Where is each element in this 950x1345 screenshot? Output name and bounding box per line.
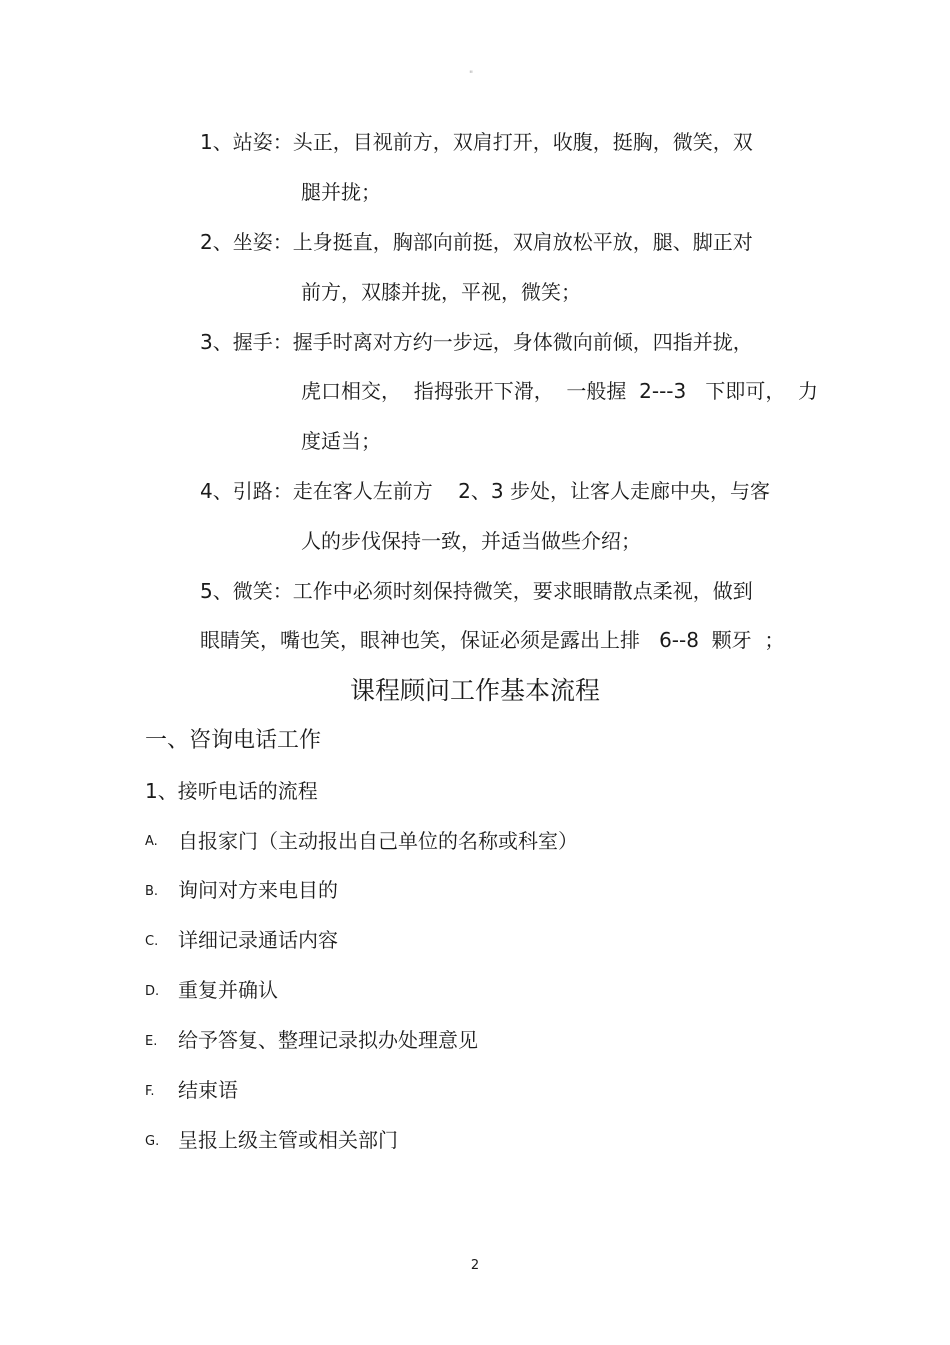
etiquette-3-line-3: 度适当； [301, 429, 381, 453]
step-letter: D. [145, 984, 160, 999]
etiquette-5-line-2: 眼睛笑，嘴也笑，眼神也笑，保证必须是露出上排 6--8 颗牙 ； [200, 628, 785, 652]
step-text: 呈报上级主管或相关部门 [178, 1128, 398, 1152]
header-mark: " [469, 70, 474, 80]
etiquette-1-line-1: 1、站姿：头正，目视前方，双肩打开，收腹，挺胸，微笑，双 [200, 130, 753, 154]
etiquette-4-line-1: 4、引路：走在客人左前方 2、3 步处，让客人走廊中央，与客 [200, 479, 770, 503]
page-number: 2 [470, 1258, 480, 1273]
step-text: 详细记录通话内容 [178, 928, 338, 952]
etiquette-3-line-1: 3、握手：握手时离对方约一步远，身体微向前倾，四指并拢， [200, 330, 753, 354]
step-letter: B. [145, 884, 159, 899]
etiquette-2-line-1: 2、坐姿：上身挺直，胸部向前挺，双肩放松平放，腿、脚正对 [200, 230, 753, 254]
step-letter: C. [145, 934, 159, 949]
step-text: 结束语 [178, 1078, 238, 1102]
step-text: 重复并确认 [178, 978, 278, 1002]
sub-heading: 1、接听电话的流程 [145, 779, 318, 803]
step-letter: A. [145, 834, 158, 849]
page-title: 课程顾问工作基本流程 [349, 676, 600, 705]
etiquette-1-line-2: 腿并拢； [301, 180, 381, 204]
step-text: 给予答复、整理记录拟办处理意见 [178, 1028, 478, 1052]
etiquette-2-line-2: 前方，双膝并拢，平视，微笑； [301, 280, 581, 304]
step-letter: G. [145, 1134, 160, 1149]
step-text: 自报家门（主动报出自己单位的名称或科室） [178, 829, 578, 853]
etiquette-5-line-1: 5、微笑：工作中必须时刻保持微笑，要求眼睛散点柔视，做到 [200, 579, 753, 603]
etiquette-3-line-2: 虎口相交， 指拇张开下滑， 一般握 2---3 下即可， 力 [301, 379, 819, 403]
step-text: 询问对方来电目的 [178, 878, 338, 902]
section-heading: 一、咨询电话工作 [145, 728, 322, 753]
step-letter: E. [145, 1034, 158, 1049]
etiquette-4-line-2: 人的步伐保持一致，并适当做些介绍； [301, 529, 641, 553]
step-letter: F. [145, 1084, 155, 1099]
